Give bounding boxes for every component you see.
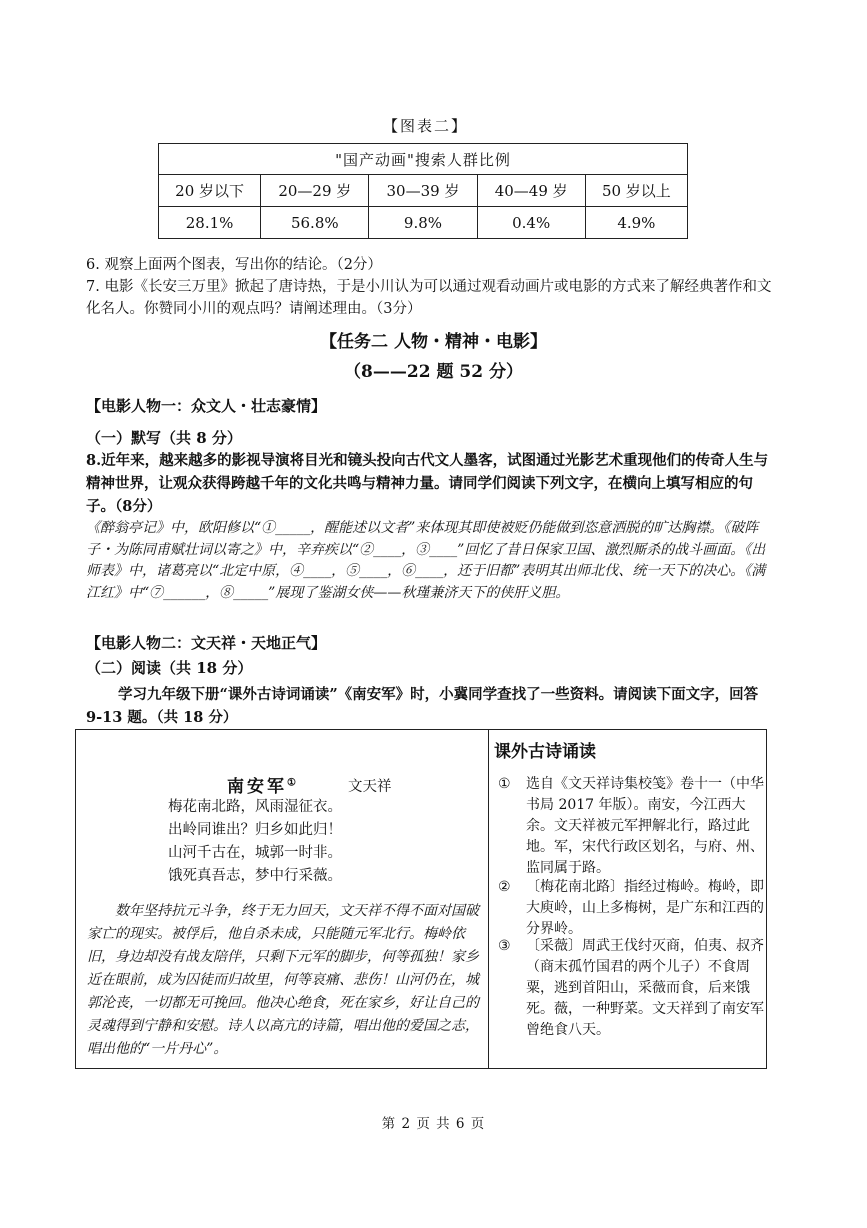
table-cell: 40—49 岁 <box>477 175 585 207</box>
note-text: 〔梅花南北路〕指经过梅岭。梅岭，即大庾岭，山上多梅树，是广东和江西的分界岭。 <box>526 879 764 937</box>
section1-subheading: （一）默写（共 8 分） <box>86 429 242 447</box>
poem-line: 出岭同谁出？归乡如此归！ <box>168 822 342 838</box>
section2-subheading: （二）阅读（共 18 分） <box>86 659 253 677</box>
poem-line: 饿死真吾志，梦中行采薇。 <box>168 868 342 884</box>
table-cell: 56.8% <box>261 207 369 239</box>
poem-title-text: 南安军 <box>227 777 287 797</box>
note-item <box>498 774 766 879</box>
table-row-age-groups <box>159 175 688 207</box>
section1-heading: 【电影人物一：众文人・壮志豪情】 <box>86 397 327 415</box>
task2-title: 【任务二 人物・精神・电影】 <box>320 332 547 352</box>
table-cell: 0.4% <box>477 207 585 239</box>
poem-body <box>168 796 342 888</box>
poem-author: 文天祥 <box>348 779 392 795</box>
question-7: 7. 电影《长安三万里》掀起了唐诗热，于是小川认为可以通过观看动画片或电影的方式来了解经典著作和文化名人。你赞同小川的观点吗？请阐述理由。（3分） <box>86 279 772 317</box>
table-cell: 30—39 岁 <box>369 175 477 207</box>
note-text: 〔采薇〕周武王伐纣灭商，伯夷、叔齐（商末孤竹国君的两个儿子）不食周粟，逃到首阳山，采薇而食，后来饿死。薇，一种野菜。文天祥到了南安军曾绝食八天。 <box>526 938 764 1038</box>
table-cell: 4.9% <box>585 207 687 239</box>
note-number: ② <box>498 879 511 895</box>
poem-commentary: 数年坚持抗元斗争，终于无力回天，文天祥不得不面对国破家亡的现实。被俘后，他自杀未成，只能随元军北行。梅岭依旧，身边却没有战友陪伴，只剩下元军的脚步，何等孤独！家乡近在眼前，成为囚徒而归故里，何等哀痛、悲伤！山河仍在，城郭沦丧，一切都无可挽回。他决心绝食，死在家乡，好让自己的灵魂得到宁静和安慰。诗人以高亢的诗篇，唱出他的爱国之志，唱出他的“一片丹心”。 <box>87 903 479 1057</box>
poem-note-marker: ① <box>287 777 296 789</box>
search-demographics-table <box>158 143 688 239</box>
table-row-percentages <box>159 207 688 239</box>
question-8-intro: 8.近年来，越来越多的影视导演将目光和镜头投向古代文人墨客，试图通过光影艺术重现他们的传奇人生与精神世界，让观众获得跨越千年的文化共鸣与精神力量。请同学们阅读下列文字，在横向上填写相应的句子。（8分） <box>86 452 769 515</box>
note-item <box>498 936 766 1041</box>
reading-intro: 学习九年级下册“课外古诗词诵读”《南安军》时，小冀同学查找了一些资料。请阅读下面文字，回答 9-13 题。（共 18 分） <box>86 686 759 726</box>
question-6: 6. 观察上面两个图表，写出你的结论。（2分） <box>86 257 382 273</box>
question-8-fill-text: 《醉翁亭记》中，欧阳修以“①_____，醒能述以文者”来体现其即使被贬仍能做到恣意洒脱的旷达胸襟。《破阵子・为陈同甫赋壮词以寄之》中，辛弃疾以“②____，③____”回忆了昔日保家卫国、激烈厮杀的战斗画面。《出师表》中，诸葛亮以“北定中原，④____，⑤____，⑥____，还于旧都”表明其出师北伐、统一天下的决心。《满江红》中“⑦______，⑧_____”展现了鉴湖女侠——秋瑾兼济天下的侠肝义胆。 <box>86 520 766 601</box>
poem-title <box>227 772 296 797</box>
table-header: "国产动画"搜索人群比例 <box>159 144 688 175</box>
note-item <box>498 877 766 940</box>
box-divider <box>488 729 489 1069</box>
table-caption: 【图表二】 <box>383 117 469 135</box>
note-number: ③ <box>498 938 511 954</box>
table-cell: 20 岁以下 <box>159 175 261 207</box>
poem-line: 山河千古在，城郭一时非。 <box>168 845 342 861</box>
poem-line: 梅花南北路，风雨湿征衣。 <box>168 799 342 815</box>
table-cell: 20—29 岁 <box>261 175 369 207</box>
task2-subtitle: （8——22 题 52 分） <box>344 362 523 382</box>
notes-title: 课外古诗诵读 <box>494 742 596 762</box>
page-footer: 第 2 页 共 6 页 <box>381 1116 486 1132</box>
table-cell: 50 岁以上 <box>585 175 687 207</box>
note-number: ① <box>498 776 511 792</box>
note-text: 选自《文天祥诗集校笺》卷十一（中华书局 2017 年版）。南安，今江西大余。文天祥被元军押解北行，路过此地。军，宋代行政区划名，与府、州、监同属于路。 <box>526 776 764 876</box>
table-cell: 9.8% <box>369 207 477 239</box>
table-cell: 28.1% <box>159 207 261 239</box>
section2-heading: 【电影人物二：文天祥・天地正气】 <box>86 634 327 652</box>
